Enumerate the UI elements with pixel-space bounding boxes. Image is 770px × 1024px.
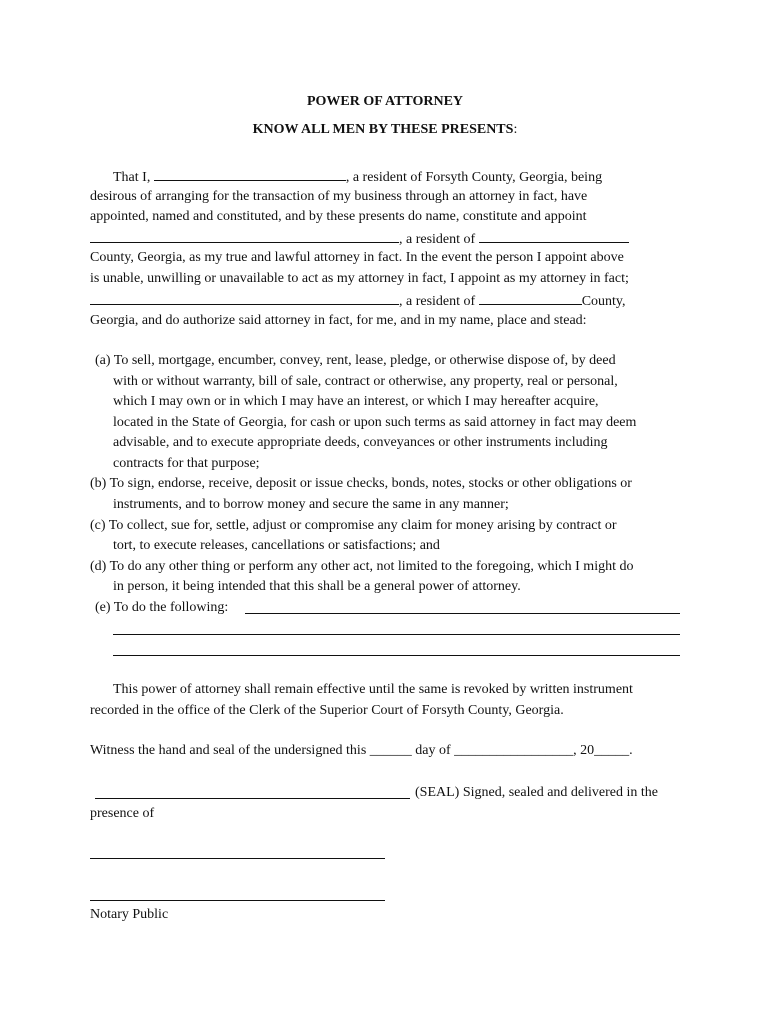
power-e-blank-1[interactable] xyxy=(245,613,680,614)
effective-line-1: This power of attorney shall remain effective until the same is revoked by written instrument xyxy=(113,682,633,697)
power-a-line-4: located in the State of Georgia, for cash or upon such terms as said attorney in fact may deem xyxy=(113,415,637,430)
witness-line: Witness the hand and seal of the undersigned this ______ day of _________________, 20_____. xyxy=(90,743,633,758)
attorney-name-blank[interactable] xyxy=(90,228,399,243)
subtitle-colon: : xyxy=(513,122,518,137)
intro-line-6: is unable, unwilling or unavailable to act as my attorney in fact, I appoint as my attorney in fact; xyxy=(90,271,629,286)
power-a-line-1: (a) To sell, mortgage, encumber, convey, rent, lease, pledge, or otherwise dispose of, by deed xyxy=(95,353,616,368)
power-e-line-1: (e) To do the following: xyxy=(95,600,229,615)
power-b-line-1: (b) To sign, endorse, receive, deposit or issue checks, bonds, notes, stocks or other obligations or xyxy=(90,476,632,491)
notary-public-label: Notary Public xyxy=(90,907,169,922)
power-c-line-2: tort, to execute releases, cancellations or satisfactions; and xyxy=(113,538,440,553)
seal-line-2: presence of xyxy=(90,806,155,821)
intro-line-5: County, Georgia, as my true and lawful attorney in fact. In the event the person I appoint above xyxy=(90,250,624,265)
document-subtitle xyxy=(0,120,770,141)
power-d-line-1: (d) To do any other thing or perform any other act, not limited to the foregoing, which I might do xyxy=(90,559,634,574)
intro-line-3: appointed, named and constituted, and by these presents do name, constitute and appoint xyxy=(90,209,587,224)
effective-line-2: recorded in the office of the Clerk of the Superior Court of Forsyth County, Georgia. xyxy=(90,703,564,718)
intro-line-8: Georgia, and do authorize said attorney in fact, for me, and in my name, place and stead: xyxy=(90,313,587,328)
alternate-attorney-county-blank[interactable] xyxy=(479,290,582,305)
power-b-line-2: instruments, and to borrow money and secure the same in any manner; xyxy=(113,497,509,512)
power-d-line-2: in person, it being intended that this shall be a general power of attorney. xyxy=(113,579,521,594)
power-a-line-3: which I may own or in which I may have an interest, or which I may hereafter acquire, xyxy=(113,394,599,409)
attorney-county-blank[interactable] xyxy=(479,228,629,243)
notary-signature-line[interactable] xyxy=(90,900,385,901)
document-title: POWER OF ATTORNEY xyxy=(306,94,464,109)
grantor-signature-line[interactable] xyxy=(95,798,410,799)
power-c-line-1: (c) To collect, sue for, settle, adjust or compromise any claim for money arising by contract or xyxy=(90,518,617,533)
alternate-attorney-name-blank[interactable] xyxy=(90,290,399,305)
power-a-line-2: with or without warranty, bill of sale, contract or otherwise, any property, real or personal, xyxy=(113,374,618,389)
intro-line-2: desirous of arranging for the transaction of my business through an attorney in fact, have xyxy=(90,189,588,204)
power-a-line-6: contracts for that purpose; xyxy=(113,456,260,471)
intro-line-4: , a resident of xyxy=(90,228,685,251)
intro-line-1: That I, , a resident of Forsyth County, Georgia, being xyxy=(113,166,708,189)
subtitle-bold: KNOW ALL MEN BY THESE PRESENTS xyxy=(252,122,514,137)
power-a-line-5: advisable, and to execute appropriate deeds, conveyances or other instruments including xyxy=(113,435,608,450)
grantor-name-blank[interactable] xyxy=(154,166,346,181)
intro-line-7: , a resident of County, xyxy=(90,290,685,313)
power-e-blank-2[interactable] xyxy=(113,634,680,635)
power-e-blank-3[interactable] xyxy=(113,655,680,656)
seal-line-1: (SEAL) Signed, sealed and delivered in the xyxy=(415,785,658,800)
witness-signature-line[interactable] xyxy=(90,858,385,859)
